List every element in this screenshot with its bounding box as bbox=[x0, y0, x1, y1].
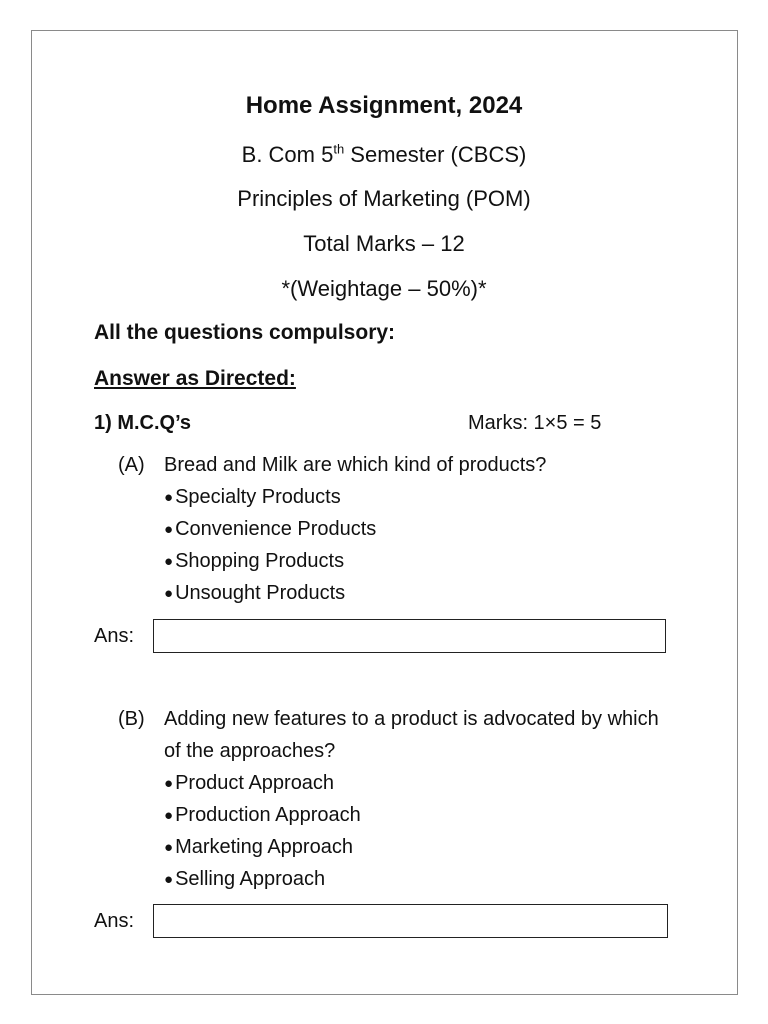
bullet-icon: ● bbox=[164, 521, 174, 538]
option-item bbox=[164, 545, 376, 577]
option-list bbox=[164, 767, 361, 895]
question-text: Adding new features to a product is advocated by which of the approaches? bbox=[164, 708, 659, 762]
assignment-page bbox=[31, 30, 738, 995]
question-label: (B) bbox=[118, 708, 145, 730]
option-label: Marketing Approach bbox=[175, 836, 353, 858]
answer-label-b: Ans: bbox=[94, 910, 135, 932]
subject-line: Principles of Marketing (POM) bbox=[237, 186, 531, 211]
bullet-icon: ● bbox=[164, 489, 174, 506]
option-label: Shopping Products bbox=[175, 550, 345, 572]
instruction-heading: All the questions compulsory: bbox=[94, 321, 396, 344]
option-label: Product Approach bbox=[175, 772, 335, 794]
total-marks-line: Total Marks – 12 bbox=[303, 231, 465, 256]
weightage-line: *(Weightage – 50%)* bbox=[281, 276, 487, 301]
option-item bbox=[164, 831, 361, 863]
option-item bbox=[164, 767, 361, 799]
option-item bbox=[164, 481, 376, 513]
option-label: Unsought Products bbox=[175, 582, 346, 604]
answer-label-a: Ans: bbox=[94, 625, 135, 647]
option-item bbox=[164, 577, 376, 609]
option-item bbox=[164, 799, 361, 831]
bullet-icon: ● bbox=[164, 775, 174, 792]
bullet-icon: ● bbox=[164, 839, 174, 856]
question-text: Bread and Milk are which kind of products? bbox=[164, 454, 547, 476]
section-marks: Marks: 1×5 = 5 bbox=[468, 412, 602, 434]
bullet-icon: ● bbox=[164, 553, 174, 570]
direction-heading: Answer as Directed: bbox=[94, 367, 296, 390]
document-title: Home Assignment, 2024 bbox=[245, 92, 523, 119]
question-label: (A) bbox=[118, 454, 145, 476]
answer-field-b[interactable] bbox=[153, 904, 668, 938]
option-label: Specialty Products bbox=[175, 486, 341, 508]
option-label: Convenience Products bbox=[175, 518, 377, 540]
bullet-icon: ● bbox=[164, 807, 174, 824]
option-item bbox=[164, 513, 376, 545]
option-list bbox=[164, 481, 376, 609]
section-heading: 1) M.C.Q’s bbox=[94, 412, 192, 434]
course-suffix: Semester (CBCS) bbox=[344, 142, 527, 167]
course-prefix: B. Com 5 bbox=[241, 142, 334, 167]
bullet-icon: ● bbox=[164, 871, 174, 888]
option-label: Production Approach bbox=[175, 804, 361, 826]
answer-field-a[interactable] bbox=[153, 619, 666, 653]
course-superscript: th bbox=[333, 141, 345, 157]
course-line bbox=[0, 141, 768, 169]
option-label: Selling Approach bbox=[175, 868, 326, 890]
bullet-icon: ● bbox=[164, 585, 174, 602]
option-item bbox=[164, 863, 361, 895]
